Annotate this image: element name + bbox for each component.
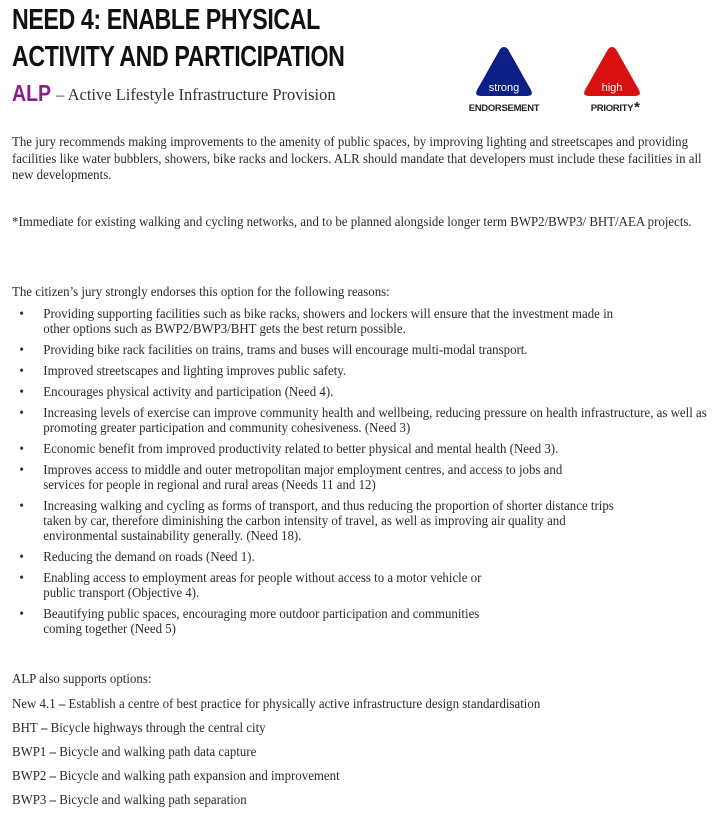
supported-option: BWP3 – Bicycle and walking path separation (12, 792, 247, 808)
endorsement-caption: ENDORSEMENT (468, 103, 540, 114)
option-name: Bicycle and walking path separation (59, 792, 247, 808)
option-code: BWP3 (12, 792, 47, 808)
list-item: • Increasing levels of exercise can improve community health and wellbeing, reducing pressure on health infrastructure, as well as promoting greater participation and community cohesiveness. (Need 3) (19, 405, 707, 436)
bullet-icon: • (19, 570, 24, 586)
supported-option: New 4.1 – Establish a centre of best practice for physically active infrastructure design standardisation (12, 696, 541, 712)
bullet-icon: • (19, 363, 24, 379)
endorsement-triangle-icon (474, 44, 534, 99)
list-item: • Providing supporting facilities such as bike racks, showers and lockers will ensure that the investment made in other options such as BWP2/BWP3/BHT gets the best return possible. (19, 306, 614, 337)
priority-level: high (601, 82, 623, 94)
list-item: • Providing bike rack facilities on trains, trams and buses will encourage multi-modal transport. (19, 342, 528, 358)
page-title (12, 2, 344, 76)
option-code: BHT (12, 720, 38, 736)
priority-badge (562, 44, 662, 114)
priority-triangle-icon (582, 44, 642, 99)
endorsement-badge (454, 44, 554, 114)
supported-option: BWP2 – Bicycle and walking path expansion and improvement (12, 768, 340, 784)
bullet-icon: • (19, 441, 24, 457)
reasons-list (12, 307, 711, 637)
list-item: • Encourages physical activity and participation (Need 4). (19, 384, 334, 400)
list-item: • Improved streetscapes and lighting improves public safety. (19, 363, 347, 379)
bullet-icon: • (19, 462, 24, 478)
option-name: Bicycle and walking path data capture (59, 744, 257, 760)
option-name: Active Lifestyle Infrastructure Provision (67, 85, 336, 104)
bullet-icon: • (19, 606, 24, 622)
bullet-icon: • (19, 498, 24, 514)
supported-option: BWP1 – Bicycle and walking path data capture (12, 744, 257, 760)
reasons-intro: The citizen’s jury strongly endorses this option for the following reasons: (12, 285, 390, 300)
list-item: • Increasing walking and cycling as forms of transport, and thus reducing the proportion of shorter distance trips taken by car, therefore diminishing the carbon intensity of travel, as well as improving air quality and environmental sustainability generally. (Need 18). (19, 498, 614, 544)
option-code: ALP (12, 80, 52, 106)
bullet-icon: • (19, 306, 24, 322)
title-line-2: ACTIVITY AND PARTICIPATION (12, 41, 345, 73)
list-item: • Reducing the demand on roads (Need 1). (19, 549, 255, 565)
option-code: New 4.1 (12, 696, 56, 712)
option-dash: – (52, 85, 68, 104)
footnote-text: *Immediate for existing walking and cycling networks, and to be planned alongside longer term BWP2/BWP3/ BHT/AEA projects. (12, 215, 692, 230)
option-name: Bicycle and walking path expansion and improvement (59, 768, 340, 784)
list-item: • Improves access to middle and outer metropolitan major employment centres, and access to jobs and services for people in regional and rural areas (Needs 11 and 12) (19, 462, 563, 493)
title-line-1: NEED 4: ENABLE PHYSICAL (12, 4, 320, 36)
option-name: Bicycle highways through the central city (50, 720, 266, 736)
option-name: Establish a centre of best practice for physically active infrastructure design standardisation (68, 696, 541, 712)
endorsement-level: strong (488, 82, 520, 94)
list-item: • Economic benefit from improved productivity related to better physical and mental health (Need 3). (19, 441, 559, 457)
asterisk-icon: * (634, 99, 640, 116)
supported-option: BHT – Bicycle highways through the central city (12, 720, 266, 736)
reasons-section (12, 285, 711, 643)
bullet-icon: • (19, 405, 24, 421)
bullet-icon: • (19, 549, 24, 565)
supports-section (12, 672, 540, 817)
option-code: BWP1 (12, 744, 47, 760)
recommendation-text: The jury recommends making improvements to the amenity of public spaces, by improving lighting and streetscapes and providing facilities like water bubblers, showers, bike racks and lockers. ALR should mandate that developers must include these facilities in all new developments. (12, 135, 702, 183)
supports-intro: ALP also supports options: (12, 672, 152, 687)
list-item: • Beautifying public spaces, encouraging more outdoor participation and communities coming together (Need 5) (19, 606, 480, 637)
bullet-icon: • (19, 384, 24, 400)
bullet-icon: • (19, 342, 24, 358)
list-item: • Enabling access to employment areas for people without access to a motor vehicle or public transport (Objective 4). (19, 570, 482, 601)
option-code: BWP2 (12, 768, 47, 784)
option-subtitle (12, 80, 336, 107)
priority-caption: PRIORITY (590, 103, 634, 114)
